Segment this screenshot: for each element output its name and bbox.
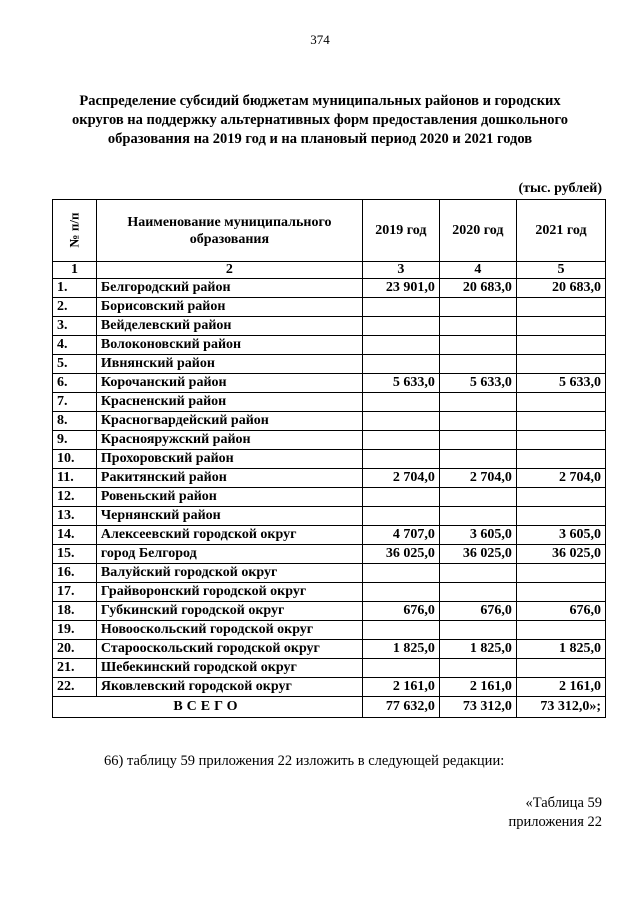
value-2021: 1 825,0 — [516, 640, 605, 659]
value-2020: 5 633,0 — [439, 374, 516, 393]
row-number: 12. — [53, 488, 97, 507]
table-row — [53, 374, 606, 393]
value-2020 — [439, 583, 516, 602]
total-2020: 73 312,0 — [439, 697, 516, 718]
municipality-name: Ивнянский район — [96, 355, 362, 374]
header-name: Наименование муниципального образования — [96, 200, 362, 262]
value-2019: 4 707,0 — [362, 526, 439, 545]
municipality-name: Яковлевский городской округ — [96, 678, 362, 697]
page-number: 374 — [310, 32, 330, 47]
table-row — [53, 469, 606, 488]
table-row — [53, 507, 606, 526]
value-2021 — [516, 507, 605, 526]
value-2020 — [439, 488, 516, 507]
table-row — [53, 298, 606, 317]
title-line: Распределение субсидий бюджетам муниципальных районов и городских — [79, 93, 561, 109]
row-number: 16. — [53, 564, 97, 583]
municipality-name: Новооскольский городской округ — [96, 621, 362, 640]
value-2021 — [516, 298, 605, 317]
value-2021 — [516, 450, 605, 469]
value-2021 — [516, 336, 605, 355]
municipality-name: Вейделевский район — [96, 317, 362, 336]
annex-reference — [509, 794, 602, 832]
value-2021: 2 704,0 — [516, 469, 605, 488]
value-2021 — [516, 583, 605, 602]
value-2020 — [439, 431, 516, 450]
value-2020: 2 161,0 — [439, 678, 516, 697]
value-2019 — [362, 393, 439, 412]
value-2019: 23 901,0 — [362, 279, 439, 298]
value-2019: 2 704,0 — [362, 469, 439, 488]
row-number: 9. — [53, 431, 97, 450]
table-row — [53, 336, 606, 355]
municipality-name: Красногвардейский район — [96, 412, 362, 431]
document-title — [60, 92, 580, 149]
municipality-name: Губкинский городской округ — [96, 602, 362, 621]
value-2020 — [439, 621, 516, 640]
row-number: 17. — [53, 583, 97, 602]
value-2021: 20 683,0 — [516, 279, 605, 298]
municipality-name: Грайворонский городской округ — [96, 583, 362, 602]
value-2019 — [362, 583, 439, 602]
value-2020 — [439, 659, 516, 678]
table-row — [53, 450, 606, 469]
row-number: 4. — [53, 336, 97, 355]
subsidy-table — [52, 199, 606, 718]
units-label: (тыс. рублей) — [518, 181, 602, 196]
column-index: 4 — [439, 262, 516, 279]
value-2020 — [439, 317, 516, 336]
value-2019 — [362, 298, 439, 317]
value-2019: 1 825,0 — [362, 640, 439, 659]
municipality-name: Старооскольский городской округ — [96, 640, 362, 659]
table-row — [53, 602, 606, 621]
value-2021 — [516, 355, 605, 374]
table-row — [53, 564, 606, 583]
value-2021: 2 161,0 — [516, 678, 605, 697]
row-number: 15. — [53, 545, 97, 564]
total-row — [53, 697, 606, 718]
value-2019: 5 633,0 — [362, 374, 439, 393]
municipality-name: Краснояружский район — [96, 431, 362, 450]
municipality-name: Ракитянский район — [96, 469, 362, 488]
value-2021 — [516, 659, 605, 678]
value-2020 — [439, 507, 516, 526]
row-number: 10. — [53, 450, 97, 469]
municipality-name: Валуйский городской округ — [96, 564, 362, 583]
value-2020 — [439, 336, 516, 355]
value-2021 — [516, 431, 605, 450]
table-row — [53, 393, 606, 412]
value-2020 — [439, 450, 516, 469]
value-2019 — [362, 336, 439, 355]
municipality-name: Шебекинский городской округ — [96, 659, 362, 678]
value-2021: 676,0 — [516, 602, 605, 621]
municipality-name: Волоконовский район — [96, 336, 362, 355]
value-2019 — [362, 450, 439, 469]
value-2021 — [516, 317, 605, 336]
total-2019: 77 632,0 — [362, 697, 439, 718]
column-index-row — [53, 262, 606, 279]
column-index: 5 — [516, 262, 605, 279]
table-row — [53, 431, 606, 450]
value-2020 — [439, 564, 516, 583]
value-2020 — [439, 393, 516, 412]
table-row — [53, 678, 606, 697]
value-2019 — [362, 621, 439, 640]
value-2021: 3 605,0 — [516, 526, 605, 545]
header-2021: 2021 год — [516, 200, 605, 262]
table-row — [53, 659, 606, 678]
table-header-row — [53, 200, 606, 262]
table-row — [53, 640, 606, 659]
value-2021: 5 633,0 — [516, 374, 605, 393]
value-2019 — [362, 355, 439, 374]
row-number: 8. — [53, 412, 97, 431]
row-number: 14. — [53, 526, 97, 545]
title-line: округов на поддержку альтернативных форм предоставления дошкольного — [72, 112, 568, 128]
total-label: ВСЕГО — [53, 697, 363, 718]
row-number: 11. — [53, 469, 97, 488]
value-2021 — [516, 621, 605, 640]
annex-line: «Таблица 59 — [525, 795, 602, 811]
value-2019 — [362, 317, 439, 336]
table-row — [53, 412, 606, 431]
title-line: образования на 2019 год и на плановый период 2020 и 2021 годов — [107, 131, 533, 147]
row-number: 19. — [53, 621, 97, 640]
value-2021 — [516, 393, 605, 412]
column-index: 3 — [362, 262, 439, 279]
value-2020: 20 683,0 — [439, 279, 516, 298]
value-2019 — [362, 412, 439, 431]
value-2021: 36 025,0 — [516, 545, 605, 564]
value-2019: 676,0 — [362, 602, 439, 621]
row-number: 3. — [53, 317, 97, 336]
table-row — [53, 621, 606, 640]
municipality-name: Белгородский район — [96, 279, 362, 298]
total-2021: 73 312,0»; — [516, 697, 605, 718]
value-2019 — [362, 431, 439, 450]
municipality-name: Прохоровский район — [96, 450, 362, 469]
value-2020: 1 825,0 — [439, 640, 516, 659]
value-2020: 3 605,0 — [439, 526, 516, 545]
table-row — [53, 279, 606, 298]
table-row — [53, 545, 606, 564]
row-number: 21. — [53, 659, 97, 678]
row-number: 6. — [53, 374, 97, 393]
header-num: № п/п — [53, 200, 97, 262]
table-row — [53, 355, 606, 374]
value-2019 — [362, 564, 439, 583]
municipality-name: Корочанский район — [96, 374, 362, 393]
amendment-text: 66) таблицу 59 приложения 22 изложить в следующей редакции: — [104, 753, 505, 769]
annex-line: приложения 22 — [508, 814, 602, 830]
value-2020 — [439, 298, 516, 317]
table-row — [53, 526, 606, 545]
header-2019: 2019 год — [362, 200, 439, 262]
value-2020: 36 025,0 — [439, 545, 516, 564]
column-index: 1 — [53, 262, 97, 279]
municipality-name: Алексеевский городской округ — [96, 526, 362, 545]
value-2019: 2 161,0 — [362, 678, 439, 697]
row-number: 7. — [53, 393, 97, 412]
table-row — [53, 317, 606, 336]
value-2020: 2 704,0 — [439, 469, 516, 488]
row-number: 22. — [53, 678, 97, 697]
row-number: 2. — [53, 298, 97, 317]
header-2020: 2020 год — [439, 200, 516, 262]
row-number: 13. — [53, 507, 97, 526]
value-2019: 36 025,0 — [362, 545, 439, 564]
value-2021 — [516, 412, 605, 431]
value-2020 — [439, 355, 516, 374]
row-number: 1. — [53, 279, 97, 298]
municipality-name: Ровеньский район — [96, 488, 362, 507]
value-2020 — [439, 412, 516, 431]
municipality-name: город Белгород — [96, 545, 362, 564]
table-row — [53, 488, 606, 507]
row-number: 20. — [53, 640, 97, 659]
value-2020: 676,0 — [439, 602, 516, 621]
value-2019 — [362, 507, 439, 526]
municipality-name: Чернянский район — [96, 507, 362, 526]
column-index: 2 — [96, 262, 362, 279]
value-2019 — [362, 488, 439, 507]
row-number: 18. — [53, 602, 97, 621]
table-row — [53, 583, 606, 602]
value-2021 — [516, 564, 605, 583]
value-2021 — [516, 488, 605, 507]
value-2019 — [362, 659, 439, 678]
municipality-name: Красненский район — [96, 393, 362, 412]
row-number: 5. — [53, 355, 97, 374]
municipality-name: Борисовский район — [96, 298, 362, 317]
